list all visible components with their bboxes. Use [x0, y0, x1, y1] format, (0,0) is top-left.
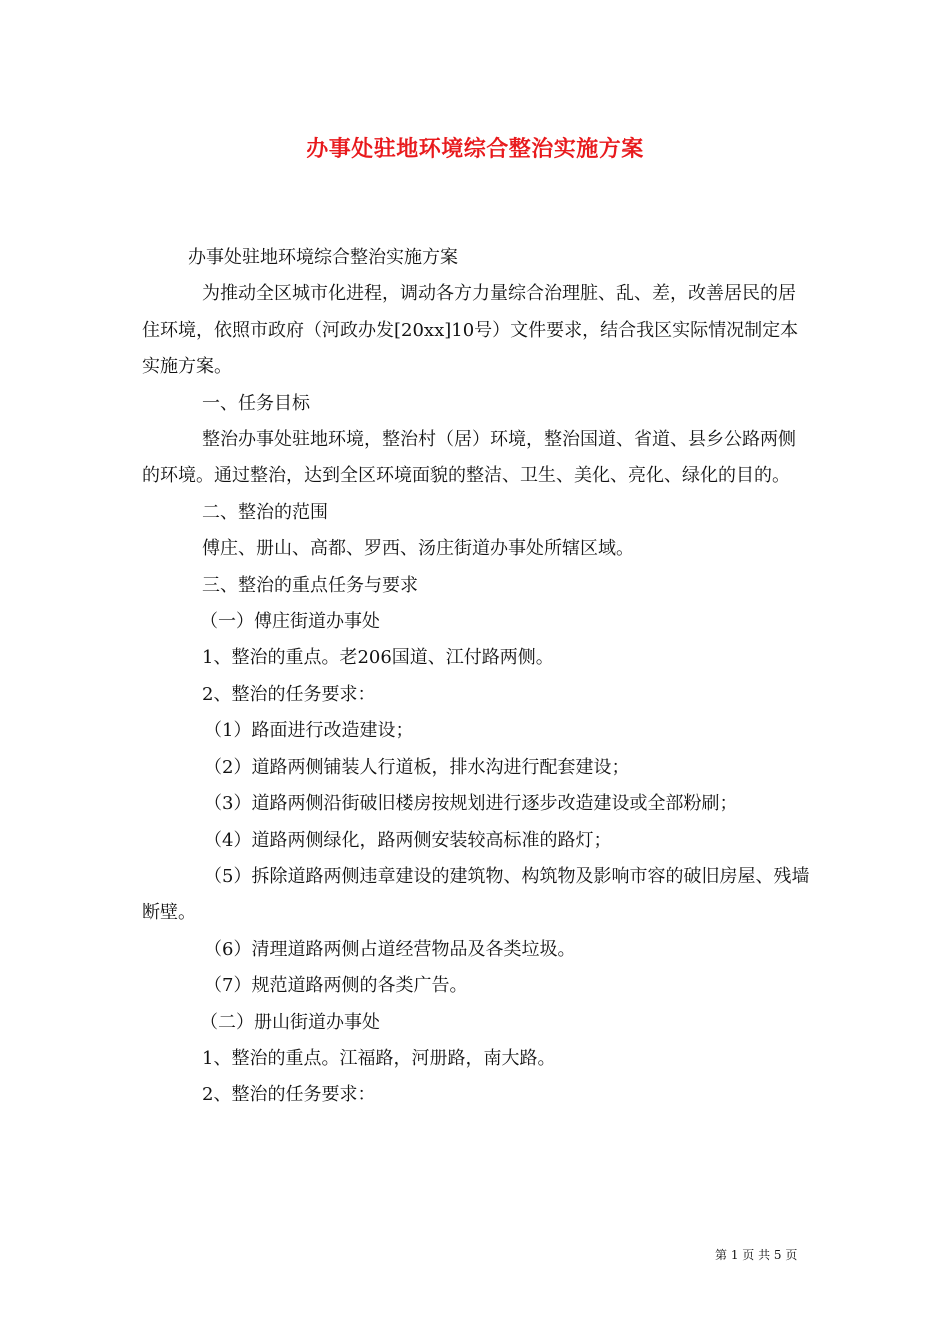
list-item: 2、整治的任务要求：: [202, 683, 376, 705]
document-title: 办事处驻地环境综合整治实施方案: [306, 136, 644, 162]
list-item: 1、整治的重点。江福路，河册路，南大路。: [202, 1047, 556, 1069]
list-item: （3）道路两侧沿街破旧楼房按规划进行逐步改造建设或全部粉刷；: [204, 793, 738, 815]
section-heading-3: 三、整治的重点任务与要求: [202, 574, 418, 596]
page-number: 第 1 页 共 5 页: [715, 1248, 798, 1262]
list-item: （6）清理道路两侧占道经营物品及各类垃圾。: [204, 938, 576, 960]
section-heading-2: 二、整治的范围: [202, 501, 328, 523]
list-item: （1）路面进行改造建设；: [204, 720, 414, 742]
subsection-heading-2: （二）册山街道办事处: [200, 1011, 380, 1033]
paragraph-goals: 整治办事处驻地环境，整治村（居）环境，整治国道、省道、县乡公路两侧的环境。通过整治，达到全区环境面貌的整洁、卫生、美化、亮化、绿化的目的。: [142, 429, 796, 487]
list-item: （5）拆除道路两侧违章建设的建筑物、构筑物及影响市容的破旧房屋、残墙断壁。: [142, 865, 810, 924]
subsection-heading-1: （一）傅庄街道办事处: [200, 611, 380, 633]
list-item: 2、整治的任务要求：: [202, 1084, 376, 1106]
list-item: （4）道路两侧绿化，路两侧安装较高标准的路灯；: [204, 829, 612, 851]
paragraph-intro: 为推动全区城市化进程，调动各方力量综合治理脏、乱、差，改善居民的居住环境，依照市政府（河政办发[20xx]10号）文件要求，结合我区实际情况制定本实施方案。: [142, 283, 799, 378]
paragraph-subtitle: 办事处驻地环境综合整治实施方案: [188, 247, 458, 268]
document-body: [142, 240, 812, 1114]
paragraph-scope: 傅庄、册山、高都、罗西、汤庄街道办事处所辖区域。: [202, 538, 634, 560]
list-item: 1、整治的重点。老206国道、江付路两侧。: [202, 647, 554, 669]
list-item: （2）道路两侧铺装人行道板，排水沟进行配套建设；: [204, 756, 630, 778]
list-item: （7）规范道路两侧的各类广告。: [204, 975, 468, 997]
section-heading-1: 一、任务目标: [202, 392, 310, 414]
